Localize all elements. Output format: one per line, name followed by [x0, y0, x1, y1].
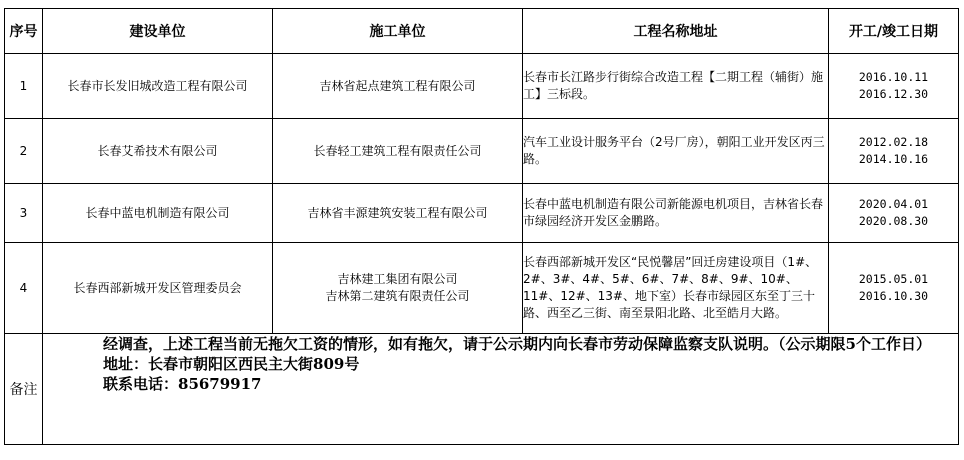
note-address: 地址：长春市朝阳区西民主大街809号: [103, 355, 360, 373]
table-row: [5, 119, 959, 184]
table-row: [5, 54, 959, 119]
project-table: [4, 8, 959, 445]
note-row: [5, 334, 959, 445]
start-date: 2012.02.18: [858, 135, 929, 149]
end-date: 2014.10.16: [858, 152, 929, 166]
row-dates: [829, 119, 959, 184]
note-body: [43, 334, 959, 445]
row-builder: 长春市长发旧城改造工程有限公司: [43, 54, 273, 119]
contractor-name: 吉林建工集团有限公司: [337, 272, 458, 286]
note-label: 备注: [5, 334, 43, 445]
header-contractor: 施工单位: [273, 9, 523, 54]
start-date: 2020.04.01: [858, 197, 929, 211]
row-builder: 长春西部新城开发区管理委员会: [43, 243, 273, 334]
row-dates: [829, 184, 959, 243]
start-date: 2015.05.01: [858, 272, 929, 286]
contractor-name: 吉林省起点建筑工程有限公司: [319, 78, 476, 93]
row-project: 长春中蓝电机制造有限公司新能源电机项目，吉林省长春市绿园经济开发区金鹏路。: [523, 184, 829, 243]
row-project: 长春市长江路步行街综合改造工程【二期工程（辅街）施工】三标段。: [523, 54, 829, 119]
contractor-name: 吉林第二建筑有限责任公司: [325, 289, 470, 303]
header-dates: 开工/竣工日期: [829, 9, 959, 54]
row-contractor: [273, 54, 523, 119]
header-row: [5, 9, 959, 54]
row-dates: [829, 54, 959, 119]
start-date: 2016.10.11: [858, 70, 929, 84]
note-phone: 联系电话：85679917: [103, 375, 262, 393]
row-contractor: [273, 119, 523, 184]
table-row: [5, 184, 959, 243]
row-index: 2: [5, 119, 43, 184]
end-date: 2020.08.30: [858, 214, 929, 228]
header-index: 序号: [5, 9, 43, 54]
row-builder: 长春中蓝电机制造有限公司: [43, 184, 273, 243]
contractor-name: 长春轻工建筑工程有限责任公司: [313, 143, 482, 158]
row-project: 汽车工业设计服务平台（2号厂房），朝阳工业开发区丙三路。: [523, 119, 829, 184]
row-project: 长春西部新城开发区“民悦馨居”回迁房建设项目（1#、2#、3#、4#、5#、6#、7#、8#、9#、10#、11#、12#、13#、地下室）长春市绿园区东至丁三十路、西至乙三街、南至景阳北路、北至皓月大路。: [523, 243, 829, 334]
header-builder: 建设单位: [43, 9, 273, 54]
contractor-name: 吉林省丰源建筑安装工程有限公司: [307, 205, 488, 220]
row-builder: 长春艾希技术有限公司: [43, 119, 273, 184]
row-contractor: [273, 243, 523, 334]
row-index: 1: [5, 54, 43, 119]
header-project: 工程名称地址: [523, 9, 829, 54]
end-date: 2016.10.30: [858, 289, 929, 303]
table-row: [5, 243, 959, 334]
end-date: 2016.12.30: [858, 87, 929, 101]
row-index: 3: [5, 184, 43, 243]
row-index: 4: [5, 243, 43, 334]
row-dates: [829, 243, 959, 334]
row-contractor: [273, 184, 523, 243]
note-text: 经调查，上述工程当前无拖欠工资的情形，如有拖欠，请于公示期内向长春市劳动保障监察支队说明。（公示期限5个工作日）: [103, 335, 931, 353]
